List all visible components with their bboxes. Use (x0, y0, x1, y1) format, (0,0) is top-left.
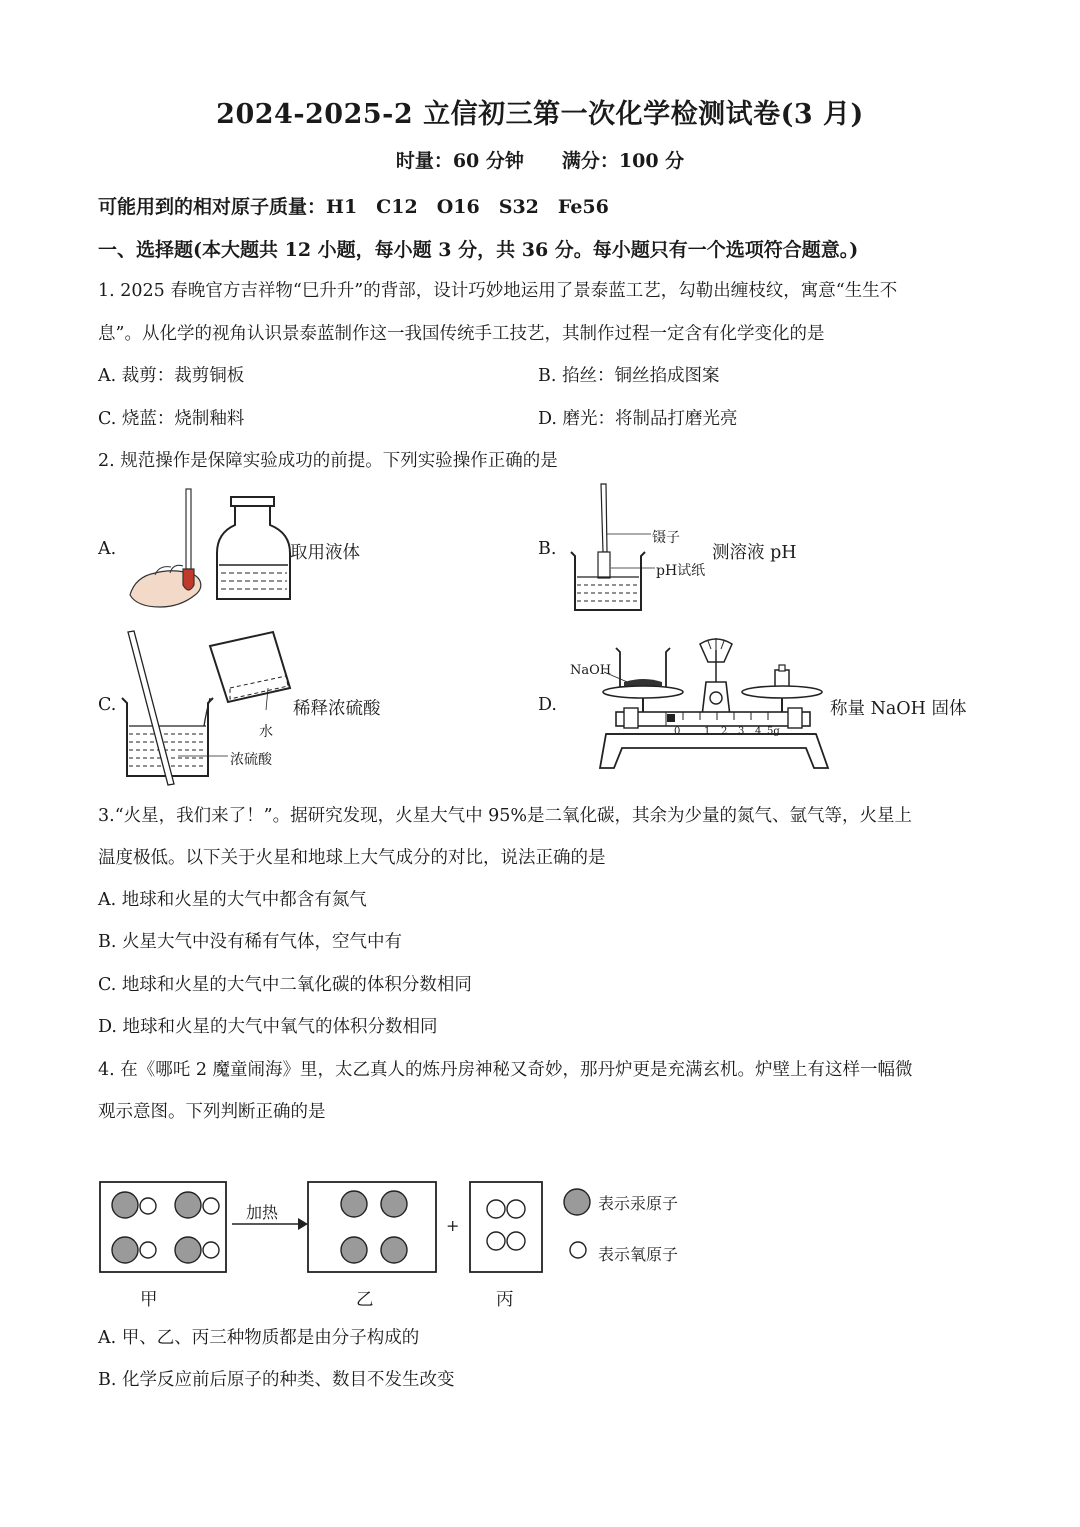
q1-option-d: D. 磨光：将制品打磨光亮 (538, 409, 738, 429)
scale-tick-4: 4 (755, 726, 762, 737)
q1-option-b: B. 掐丝：铜丝掐成图案 (538, 366, 720, 386)
legend-mercury-text: 表示汞原子 (598, 1194, 679, 1213)
q1-stem-line2: 息”。从化学的视角认识景泰蓝制作这一我国传统手工技艺，其制作过程一定含有化学变化的是 (98, 324, 825, 344)
q3-stem-line2: 温度极低。以下关于火星和地球上大气成分的对比，说法正确的是 (98, 848, 606, 868)
q1-option-a: A. 裁剪：裁剪铜板 (98, 366, 245, 386)
ph-paper-label: pH试纸 (656, 563, 706, 579)
q3-option-a: A. 地球和火星的大气中都含有氮气 (98, 890, 367, 910)
oxygen-atom-legend-icon (570, 1242, 586, 1258)
label-yi: 乙 (356, 1290, 374, 1310)
dropper-bottle-illustration (125, 485, 295, 615)
box-bing (470, 1182, 542, 1272)
scale-tick-5g: 5g (767, 726, 780, 737)
naoh-label: NaOH (570, 663, 612, 678)
q2-option-a-letter: A. (98, 539, 117, 559)
q3-option-d: D. 地球和火星的大气中氧气的体积分数相同 (98, 1017, 438, 1037)
q2-option-b-letter: B. (538, 539, 557, 559)
scale-tick-2: 2 (721, 726, 728, 737)
label-bing: 丙 (496, 1290, 514, 1310)
exam-meta: 时量：60 分钟 满分：100 分 (395, 150, 685, 172)
box-yi (308, 1182, 436, 1272)
page-title: 2024-2025-2 立信初三第一次化学检测试卷(3 月) (216, 99, 864, 130)
q4-option-a: A. 甲、乙、丙三种物质都是由分子构成的 (98, 1328, 420, 1348)
plus-sign: + (446, 1216, 460, 1235)
balance-illustration (566, 632, 828, 774)
legend-oxygen-text: 表示氧原子 (598, 1245, 679, 1264)
q2-option-a-caption: 取用液体 (290, 543, 360, 563)
q1-option-c: C. 烧蓝：烧制釉料 (98, 409, 245, 429)
q2-option-d-caption: 称量 NaOH 固体 (830, 699, 967, 719)
q2-option-c-caption: 稀释浓硫酸 (293, 699, 381, 719)
scale-tick-3: 3 (738, 726, 745, 737)
section-heading: 一、选择题(本大题共 12 小题，每小题 3 分，共 36 分。每小题只有一个选项符合题意。) (98, 239, 859, 261)
ph-test-beaker-illustration (565, 482, 655, 617)
mercury-atom-legend-icon (564, 1189, 590, 1215)
atomic-masses: 可能用到的相对原子质量：H1 C12 O16 S32 Fe56 (98, 196, 609, 218)
q1-stem-line1: 1. 2025 春晚官方吉祥物“巳升升”的背部，设计巧妙地运用了景泰蓝工艺，勾勒出缠枝纹，寓意“生生不 (98, 281, 898, 301)
q4-option-b: B. 化学反应前后原子的种类、数目不发生改变 (98, 1370, 455, 1390)
scale-tick-1: 1 (704, 726, 711, 737)
label-jia: 甲 (140, 1290, 158, 1310)
q2-option-c-letter: C. (98, 695, 117, 715)
heat-label: 加热 (246, 1203, 279, 1222)
scale-tick-0: 0 (674, 726, 681, 737)
q4-stem-line1: 4. 在《哪吒 2 魔童闹海》里，太乙真人的炼丹房神秘又奇妙，那丹炉更是充满玄机。炉壁上有这样一幅微 (98, 1060, 913, 1080)
q3-option-b: B. 火星大气中没有稀有气体，空气中有 (98, 932, 402, 952)
conc-sulfuric-acid-label: 浓硫酸 (230, 752, 272, 768)
q3-stem-line1: 3.“火星，我们来了！”。据研究发现，火星大气中 95%是二氧化碳，其余为少量的氮气、氩气等，火星上 (98, 806, 913, 826)
q2-option-b-caption: 测溶液 pH (712, 543, 797, 563)
tweezers-label: 镊子 (652, 530, 680, 546)
q2-stem: 2. 规范操作是保障实验成功的前提。下列实验操作正确的是 (98, 451, 558, 471)
q3-option-c: C. 地球和火星的大气中二氧化碳的体积分数相同 (98, 975, 472, 995)
q2-option-d-letter: D. (538, 695, 557, 715)
water-label: 水 (259, 724, 273, 740)
q4-stem-line2: 观示意图。下列判断正确的是 (98, 1102, 326, 1122)
